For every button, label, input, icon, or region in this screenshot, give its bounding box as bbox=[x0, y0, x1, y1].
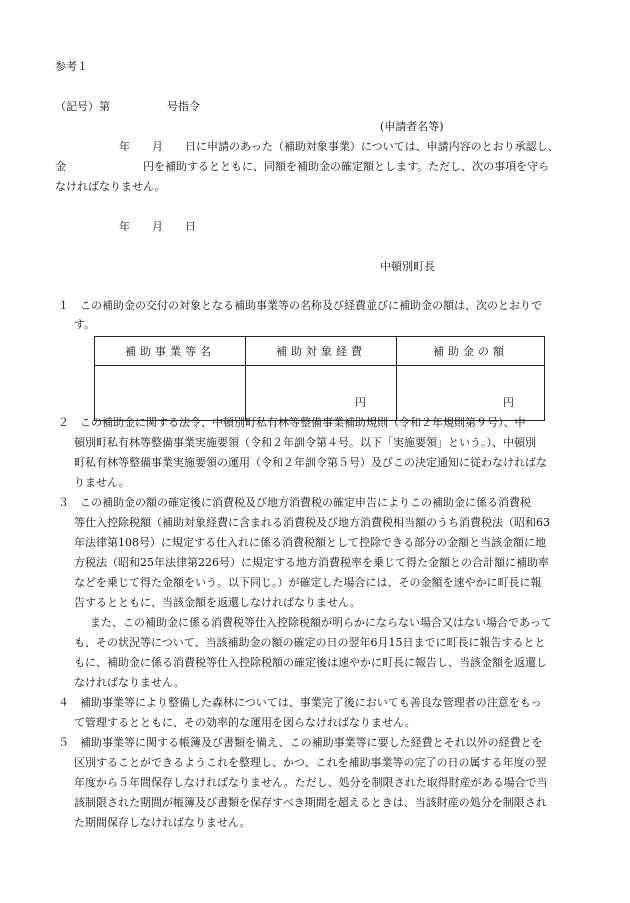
cell-grant-amount-unit: 円 bbox=[397, 366, 545, 421]
item-3-line-9: もに、補助金に係る消費税等仕入控除税額の確定後は速やかに町長に報告し、当該金額を返還し bbox=[74, 656, 547, 669]
symbol-suffix: 号指令 bbox=[167, 100, 200, 113]
symbol-prefix: （記号）第 bbox=[55, 100, 110, 113]
cell-project-name bbox=[95, 366, 246, 421]
intro-line-1: 年 月 日に申請のあった（補助対象事業）については、申請内容のとおり承認し、 bbox=[119, 140, 559, 153]
item-3-line-2: 等仕入控除税額（補助対象経費に含まれる消費税及び地方消費税相当額のうち消費税法（昭和63 bbox=[74, 516, 550, 529]
cell-eligible-cost-unit: 円 bbox=[246, 366, 397, 421]
item-3-line-3: 年法律第108号）に規定する仕入れに係る消費税額として控除できる部分の金額と当該金額に地 bbox=[74, 536, 546, 549]
item-4-line-1: ４ 補助事業等により整備した森林については、事業完了後においても善良な管理者の注意をもっ bbox=[58, 696, 542, 709]
applicant-name: (申請者名等) bbox=[380, 120, 444, 133]
item-5-line-2: 区別することができるようこれを整理し、かつ、これを補助事業等の完了の日の属する年度の翌 bbox=[74, 756, 547, 769]
date-line: 年 月 日 bbox=[119, 220, 196, 233]
intro-line-2: 金 円を補助するとともに、同額を補助金の確定額とします。ただし、次の事項を守ら bbox=[55, 160, 550, 173]
item-5-line-3: 年度から５年間保存しなければなりません。ただし、処分を制限された取得財産がある場合で当 bbox=[74, 776, 548, 789]
item-5-line-5: た期間保存しなければなりません。 bbox=[74, 816, 251, 829]
item-1-line-1: １ この補助金の交付の対象となる補助事業等の名称及び経費並びに補助金の額は、次のとおりで bbox=[58, 299, 542, 312]
item-4-line-2: て管理するとともに、その効率的な運用を図らなければなりません。 bbox=[74, 716, 416, 729]
item-5-line-1: ５ 補助事業等に関する帳簿及び書類を備え、この補助事業等に要した経費とそれ以外の経費とを bbox=[58, 736, 543, 749]
header-grant-amount: 補助金の額 bbox=[397, 337, 545, 366]
header-eligible-cost: 補助対象経費 bbox=[246, 337, 397, 366]
item-5-line-4: 該制限された期間が帳簿及び書類を保存すべき期間を超えるときは、当該財産の処分を制限され bbox=[74, 796, 547, 809]
item-3-line-7: また、この補助金に係る消費税等仕入控除税額が明らかにならない場合又はない場合であって bbox=[90, 616, 552, 629]
item-2-line-1: ２ この補助金に関する法令、中頓別町私有林等整備事業補助規則（令和２年規則第９号）、中 bbox=[58, 416, 526, 429]
item-3-line-4: 方税法（昭和25年法律第226号）に規定する地方消費税率を乗じて得た金額との合計額に補助率 bbox=[74, 556, 549, 569]
item-3-line-5: などを乗じて得た金額をいう。以下同じ。）が確定した場合には、その金額を速やかに町長に報 bbox=[74, 576, 542, 589]
item-3-line-1: ３ この補助金の額の確定後に消費税及び地方消費税の確定申告によりこの補助金に係る消費税 bbox=[58, 496, 531, 509]
item-3-line-8: も、その状況等について、当該補助金の額の確定の日の翌年6月15日までに町長に報告するとと bbox=[74, 636, 546, 649]
issuer: 中頓別町長 bbox=[380, 260, 435, 273]
item-2-line-4: りません。 bbox=[74, 476, 130, 489]
reference-label: 参考１ bbox=[55, 60, 88, 73]
grant-table bbox=[94, 336, 545, 421]
item-2-line-2: 頓別町私有林等整備事業実施要領（令和２年訓令第４号。以下「実施要領」という。）、中頓別 bbox=[74, 436, 536, 449]
item-2-line-3: 町私有林等整備事業実施要領の運用（令和２年訓令第５号）及びこの決定通知に従わなければな bbox=[74, 456, 547, 469]
intro-line-3: なければなりません。 bbox=[55, 180, 166, 193]
item-3-line-10: なければなりません。 bbox=[74, 676, 185, 689]
item-3-line-6: 告するとともに、当該金額を返還しなければなりません。 bbox=[74, 596, 361, 609]
header-project-name: 補助事業等名 bbox=[95, 337, 246, 366]
item-1-line-2: す。 bbox=[74, 318, 96, 331]
